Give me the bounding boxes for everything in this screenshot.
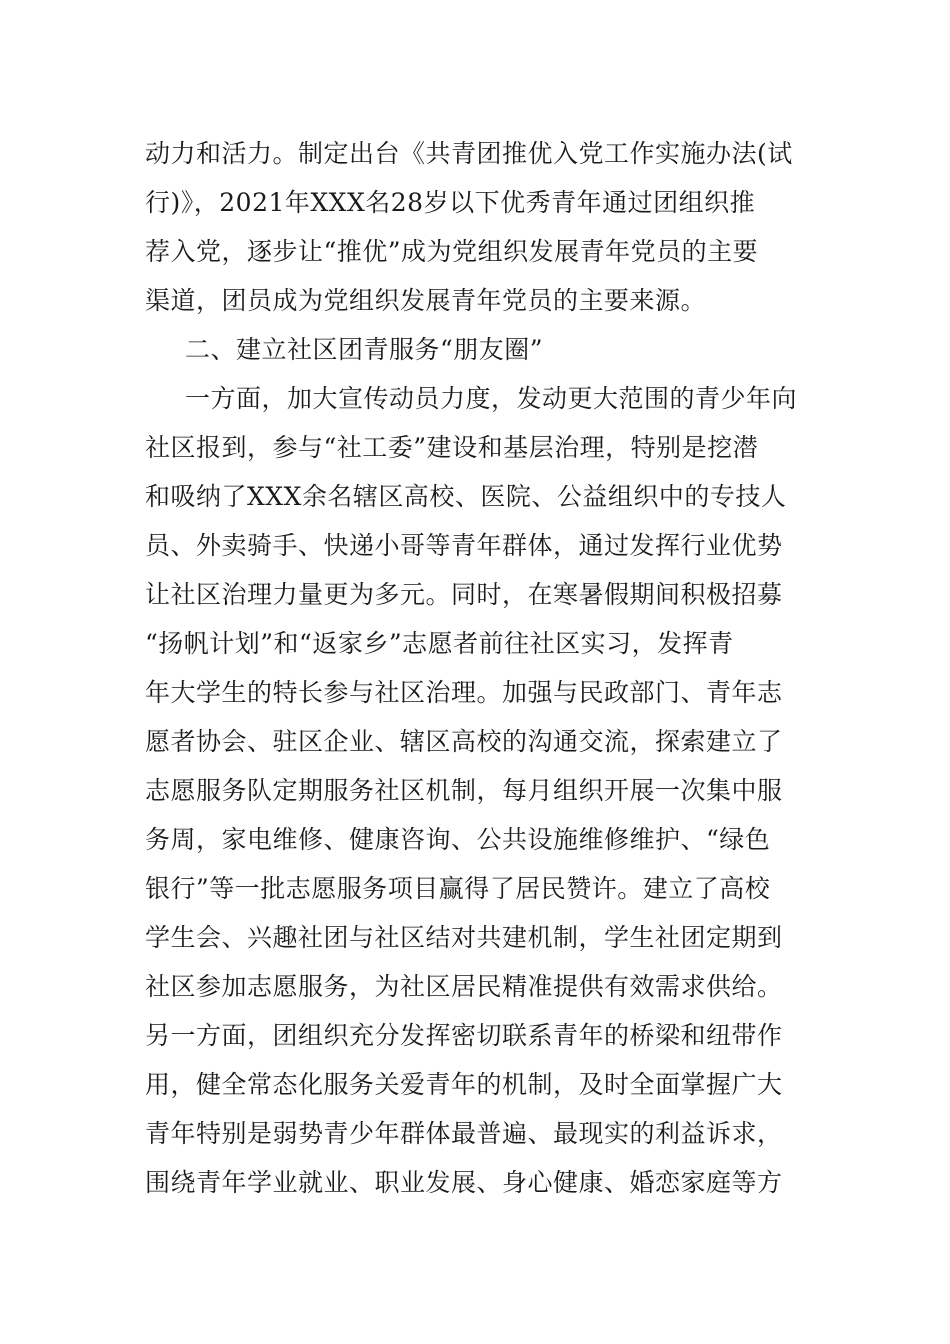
text-line: 另一方面，团组织充分发挥密切联系青年的桥梁和纽带作 xyxy=(145,1021,783,1050)
text-line: 学生会、兴趣社团与社区结对共建机制，学生社团定期到 xyxy=(145,923,783,952)
text-line: 围绕青年学业就业、职业发展、身心健康、婚恋家庭等方 xyxy=(145,1168,783,1197)
text-line: 社区参加志愿服务，为社区居民精准提供有效需求供给。 xyxy=(145,972,783,1001)
text-line: 年大学生的特长参与社区治理。加强与民政部门、青年志 xyxy=(145,678,783,707)
text-line: 荐入党，逐步让“推优”成为党组织发展青年党员的主要 xyxy=(145,237,759,266)
text-line: 愿者协会、驻区企业、辖区高校的沟通交流，探索建立了 xyxy=(145,727,783,756)
text-line: 银行”等一批志愿服务项目赢得了居民赞许。建立了高校 xyxy=(145,874,771,903)
text-line: 让社区治理力量更为多元。同时，在寒暑假期间积极招募 xyxy=(145,580,783,609)
text-line: 志愿服务队定期服务社区机制，每月组织开展一次集中服 xyxy=(145,776,783,805)
section-heading: 二、建立社区团青服务“朋友圈” xyxy=(185,335,544,364)
text-line: 用，健全常态化服务关爱青年的机制，及时全面掌握广大 xyxy=(145,1070,783,1099)
text-line: 青年特别是弱势青少年群体最普遍、最现实的利益诉求， xyxy=(145,1119,783,1148)
text-line: 渠道，团员成为党组织发展青年党员的主要来源。 xyxy=(145,286,707,315)
text-line: 动力和活力。制定出台《共青团推优入党工作实施办法(试 xyxy=(145,139,793,168)
text-line: 行)》，2021年XXX名28岁以下优秀青年通过团组织推 xyxy=(145,188,756,217)
text-line: 社区报到，参与“社工委”建设和基层治理，特别是挖潜 xyxy=(145,433,759,462)
text-line: “扬帆计划”和“返家乡”志愿者前往社区实习，发挥青 xyxy=(145,629,734,658)
text-line: 员、外卖骑手、快递小哥等青年群体，通过发挥行业优势 xyxy=(145,531,783,560)
text-line: 和吸纳了XXX余名辖区高校、医院、公益组织中的专技人 xyxy=(145,482,787,511)
text-line: 务周，家电维修、健康咨询、公共设施维修维护、“绿色 xyxy=(145,825,771,854)
text-line: 一方面，加大宣传动员力度，发动更大范围的青少年向 xyxy=(185,384,798,413)
